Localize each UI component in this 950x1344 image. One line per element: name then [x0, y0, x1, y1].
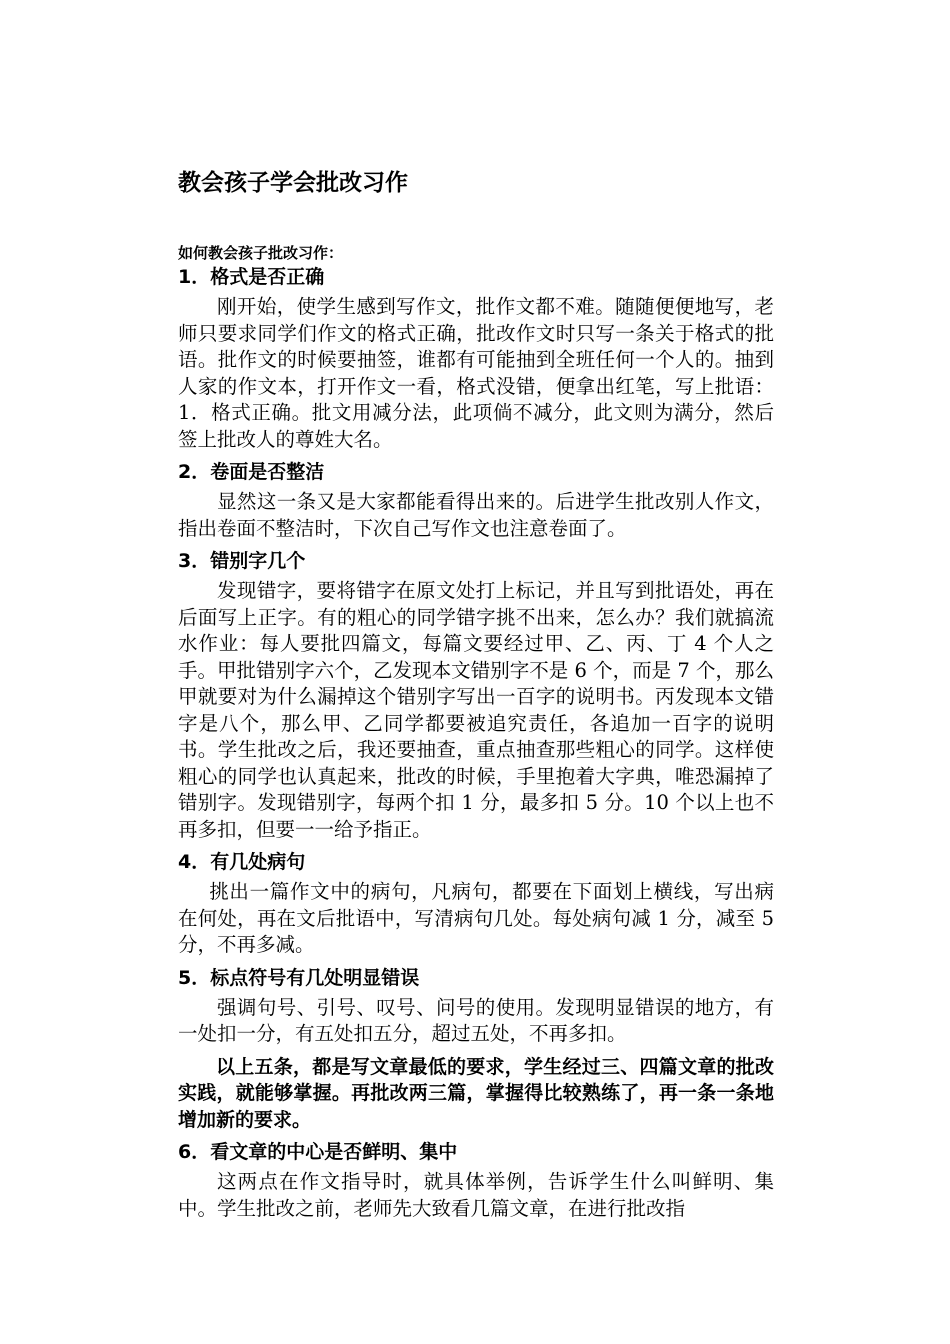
section-central-idea [178, 1139, 774, 1222]
section-heading: 2．卷面是否整洁 [178, 461, 325, 483]
section-paragraph: 这两点在作文指导时，就具体举例，告诉学生什么叫鲜明、集中。学生批改之前，老师先大致看几篇文章，在进行批改指 [178, 1170, 774, 1220]
section-paragraph: 发现错字，要将错字在原文处打上标记，并且写到批语处，再在后面写上正字。有的粗心的同学错字挑不出来，怎么办？我们就搞流水作业：每人要批四篇文，每篇文要经过甲、乙、丙、丁 4 个人之手。甲批错别字六个，乙发现本文错别字不是 6 个，而是 7 个，那么甲就要对为什么漏掉这个错别字写出一百字的说明书。丙发现本文错字是八个，那么甲、乙同学都要被追究责任，各追加一百字的说明书。学生批改之后，我还要抽查，重点抽查那些粗心的同学。这样使粗心的同学也认真起来，批改的时候，手里抱着大字典，唯恐漏掉了错别字。发现错别字，每两个扣 1 分，最多扣 5 分。10 个以上也不再多扣，但要一一给予指正。 [178, 579, 774, 841]
section-heading: 5．标点符号有几处明显错误 [178, 966, 420, 989]
section-heading: 6．看文章的中心是否鲜明、集中 [178, 1141, 458, 1163]
summary-paragraph: 以上五条，都是写文章最低的要求，学生经过三、四篇文章的批改实践，就能够掌握。再批改两三篇，掌握得比较熟练了，再一条一条地增加新的要求。 [178, 1055, 774, 1131]
section-paragraph: 挑出一篇作文中的病句，凡病句，都要在下面划上横线，写出病在何处，再在文后批语中，写清病句几处。每处病句减 1 分，减至 5 分，不再多减。 [178, 880, 774, 956]
section-paragraph: 刚开始，使学生感到写作文，批作文都不难。随随便便地写，老师只要求同学们作文的格式正确，批改作文时只写一条关于格式的批语。批作文的时候要抽签，谁都有可能抽到全班任何一个人的。抽到人家的作文本，打开作文一看，格式没错，便拿出红笔，写上批语：1．格式正确。批文用减分法，此项倘不减分，此文则为满分，然后签上批改人的尊姓大名。 [178, 295, 774, 451]
document-title: 教会孩子学会批改习作 [178, 170, 408, 196]
section-neatness [178, 459, 774, 542]
section-heading: 4．有几处病句 [178, 851, 306, 873]
section-format [178, 264, 774, 453]
section-heading: 1．格式是否正确 [178, 266, 325, 288]
document-subtitle: 如何教会孩子批改习作： [178, 244, 344, 262]
document-body [178, 264, 774, 1228]
section-paragraph: 显然这一条又是大家都能看得出来的。后进学生批改别人作文，指出卷面不整洁时，下次自己写作文也注意卷面了。 [178, 490, 774, 540]
section-punctuation [178, 965, 774, 1134]
section-paragraph: 强调句号、引号、叹号、问号的使用。发现明显错误的地方，有一处扣一分，有五处扣五分，超过五处，不再多扣。 [178, 995, 774, 1045]
section-sentences [178, 849, 774, 959]
section-typos [178, 548, 774, 843]
section-heading: 3．错别字几个 [178, 550, 306, 572]
